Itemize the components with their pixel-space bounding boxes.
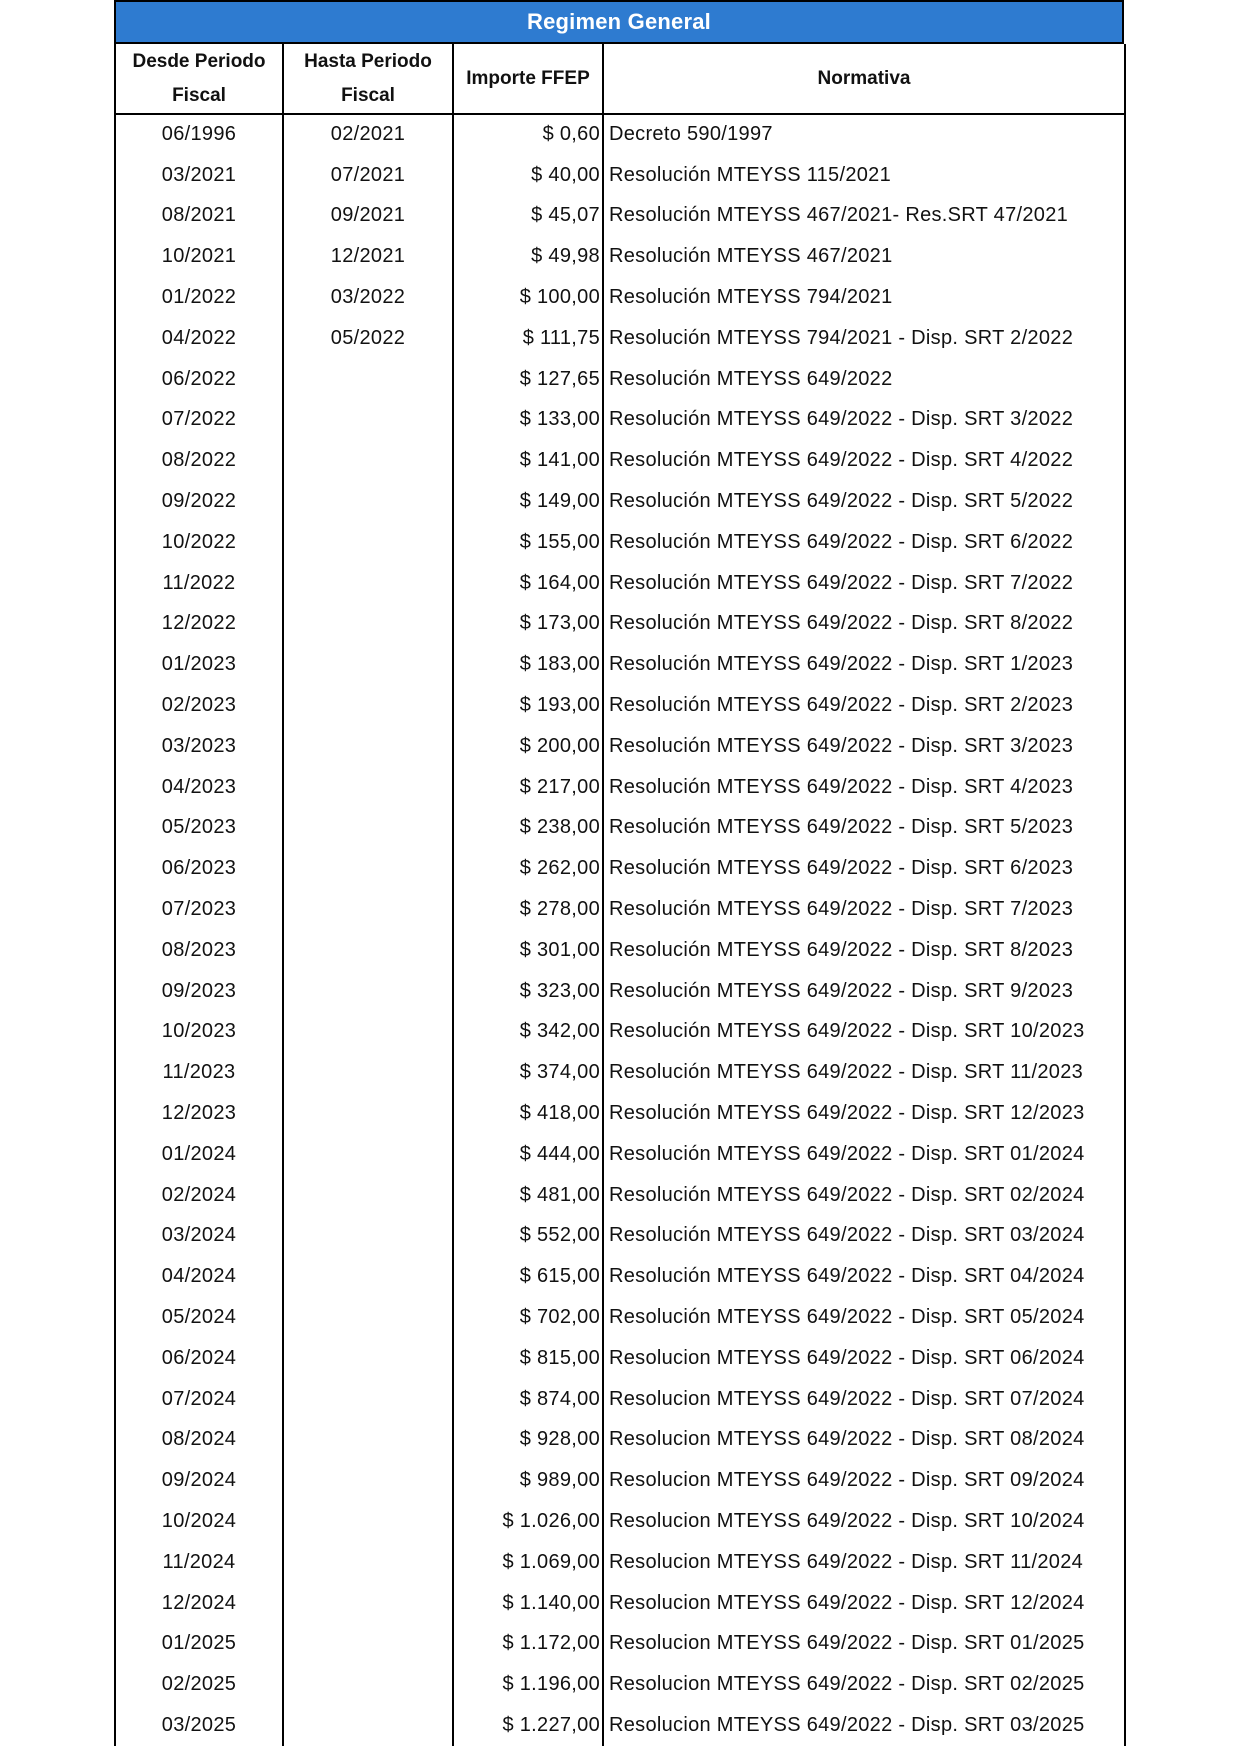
cell-to: 05/2022 bbox=[283, 318, 453, 359]
cell-normativa: Resolución MTEYSS 649/2022 - Disp. SRT 5/2022 bbox=[603, 481, 1125, 522]
cell-amount: $ 155,00 bbox=[453, 522, 603, 563]
cell-from: 03/2024 bbox=[115, 1216, 283, 1257]
cell-to bbox=[283, 359, 453, 400]
cell-from: 05/2024 bbox=[115, 1297, 283, 1338]
cell-to bbox=[283, 522, 453, 563]
cell-to bbox=[283, 1338, 453, 1379]
table-row bbox=[115, 1297, 1125, 1338]
cell-from: 06/2022 bbox=[115, 359, 283, 400]
cell-normativa: Resolución MTEYSS 649/2022 - Disp. SRT 03/2024 bbox=[603, 1216, 1125, 1257]
table-row bbox=[115, 1420, 1125, 1461]
cell-normativa: Resolución MTEYSS 649/2022 - Disp. SRT 8/2022 bbox=[603, 604, 1125, 645]
cell-amount: $ 278,00 bbox=[453, 889, 603, 930]
cell-normativa: Resolución MTEYSS 649/2022 - Disp. SRT 10/2023 bbox=[603, 1012, 1125, 1053]
cell-to bbox=[283, 1012, 453, 1053]
table-row bbox=[115, 767, 1125, 808]
table-row bbox=[115, 277, 1125, 318]
cell-amount: $ 481,00 bbox=[453, 1175, 603, 1216]
cell-amount: $ 127,65 bbox=[453, 359, 603, 400]
cell-normativa: Decreto 590/1997 bbox=[603, 114, 1125, 155]
table-row bbox=[115, 1093, 1125, 1134]
cell-normativa: Resolución MTEYSS 794/2021 bbox=[603, 277, 1125, 318]
cell-normativa: Resolución MTEYSS 467/2021 bbox=[603, 236, 1125, 277]
cell-amount: $ 552,00 bbox=[453, 1216, 603, 1257]
cell-amount: $ 100,00 bbox=[453, 277, 603, 318]
cell-from: 01/2024 bbox=[115, 1134, 283, 1175]
cell-from: 07/2022 bbox=[115, 400, 283, 441]
table-row bbox=[115, 155, 1125, 196]
cell-normativa: Resolución MTEYSS 649/2022 - Disp. SRT 04/2024 bbox=[603, 1256, 1125, 1297]
cell-amount: $ 262,00 bbox=[453, 848, 603, 889]
cell-amount: $ 0,60 bbox=[453, 114, 603, 155]
cell-amount: $ 45,07 bbox=[453, 196, 603, 237]
cell-amount: $ 374,00 bbox=[453, 1052, 603, 1093]
table-row bbox=[115, 1460, 1125, 1501]
cell-from: 09/2022 bbox=[115, 481, 283, 522]
table-body bbox=[115, 114, 1125, 1746]
cell-from: 01/2023 bbox=[115, 644, 283, 685]
cell-normativa: Resolucion MTEYSS 649/2022 - Disp. SRT 08/2024 bbox=[603, 1420, 1125, 1461]
cell-amount: $ 238,00 bbox=[453, 808, 603, 849]
cell-normativa: Resolución MTEYSS 467/2021- Res.SRT 47/2021 bbox=[603, 196, 1125, 237]
cell-amount: $ 444,00 bbox=[453, 1134, 603, 1175]
cell-from: 04/2022 bbox=[115, 318, 283, 359]
table-row bbox=[115, 400, 1125, 441]
table-row bbox=[115, 1379, 1125, 1420]
cell-amount: $ 111,75 bbox=[453, 318, 603, 359]
cell-from: 11/2023 bbox=[115, 1052, 283, 1093]
table-row bbox=[115, 196, 1125, 237]
cell-normativa: Resolución MTEYSS 649/2022 - Disp. SRT 6/2023 bbox=[603, 848, 1125, 889]
cell-normativa: Resolución MTEYSS 649/2022 - Disp. SRT 02/2024 bbox=[603, 1175, 1125, 1216]
cell-normativa: Resolucion MTEYSS 649/2022 - Disp. SRT 07/2024 bbox=[603, 1379, 1125, 1420]
cell-from: 08/2024 bbox=[115, 1420, 283, 1461]
cell-amount: $ 1.026,00 bbox=[453, 1501, 603, 1542]
cell-to bbox=[283, 1379, 453, 1420]
cell-to bbox=[283, 604, 453, 645]
cell-to bbox=[283, 726, 453, 767]
cell-normativa: Resolución MTEYSS 649/2022 - Disp. SRT 01/2024 bbox=[603, 1134, 1125, 1175]
cell-normativa: Resolución MTEYSS 649/2022 - Disp. SRT 8/2023 bbox=[603, 930, 1125, 971]
table-title: Regimen General bbox=[114, 0, 1124, 44]
header-to-line-1: Hasta Periodo bbox=[304, 50, 432, 72]
cell-from: 02/2025 bbox=[115, 1664, 283, 1705]
table-row bbox=[115, 848, 1125, 889]
cell-from: 02/2024 bbox=[115, 1175, 283, 1216]
ffep-table-sheet bbox=[114, 0, 1124, 1746]
cell-to: 02/2021 bbox=[283, 114, 453, 155]
cell-amount: $ 149,00 bbox=[453, 481, 603, 522]
cell-to bbox=[283, 400, 453, 441]
cell-to bbox=[283, 644, 453, 685]
cell-from: 02/2023 bbox=[115, 685, 283, 726]
cell-to bbox=[283, 808, 453, 849]
table-row bbox=[115, 318, 1125, 359]
table-row bbox=[115, 522, 1125, 563]
table-row bbox=[115, 481, 1125, 522]
cell-from: 10/2023 bbox=[115, 1012, 283, 1053]
cell-normativa: Resolución MTEYSS 649/2022 - Disp. SRT 2/2023 bbox=[603, 685, 1125, 726]
cell-amount: $ 301,00 bbox=[453, 930, 603, 971]
cell-amount: $ 1.140,00 bbox=[453, 1583, 603, 1624]
cell-to bbox=[283, 1583, 453, 1624]
table-row bbox=[115, 1623, 1125, 1664]
cell-to bbox=[283, 848, 453, 889]
header-amount: Importe FFEP bbox=[453, 44, 603, 114]
cell-amount: $ 342,00 bbox=[453, 1012, 603, 1053]
cell-to bbox=[283, 889, 453, 930]
cell-to bbox=[283, 563, 453, 604]
table-row bbox=[115, 644, 1125, 685]
cell-from: 11/2024 bbox=[115, 1542, 283, 1583]
cell-amount: $ 323,00 bbox=[453, 971, 603, 1012]
cell-to bbox=[283, 971, 453, 1012]
cell-amount: $ 418,00 bbox=[453, 1093, 603, 1134]
cell-normativa: Resolucion MTEYSS 649/2022 - Disp. SRT 09/2024 bbox=[603, 1460, 1125, 1501]
header-norm: Normativa bbox=[603, 44, 1125, 114]
cell-amount: $ 1.227,00 bbox=[453, 1705, 603, 1746]
cell-from: 05/2023 bbox=[115, 808, 283, 849]
table-row bbox=[115, 889, 1125, 930]
table-row bbox=[115, 930, 1125, 971]
table-row bbox=[115, 971, 1125, 1012]
cell-to bbox=[283, 767, 453, 808]
table-row bbox=[115, 440, 1125, 481]
cell-amount: $ 49,98 bbox=[453, 236, 603, 277]
cell-amount: $ 874,00 bbox=[453, 1379, 603, 1420]
cell-normativa: Resolucion MTEYSS 649/2022 - Disp. SRT 11/2024 bbox=[603, 1542, 1125, 1583]
table-row bbox=[115, 1501, 1125, 1542]
cell-amount: $ 702,00 bbox=[453, 1297, 603, 1338]
cell-from: 04/2023 bbox=[115, 767, 283, 808]
ffep-table bbox=[114, 44, 1126, 1746]
cell-normativa: Resolucion MTEYSS 649/2022 - Disp. SRT 10/2024 bbox=[603, 1501, 1125, 1542]
cell-from: 12/2024 bbox=[115, 1583, 283, 1624]
header-to-line-2: Fiscal bbox=[341, 84, 395, 106]
table-row bbox=[115, 1583, 1125, 1624]
cell-to bbox=[283, 1501, 453, 1542]
cell-normativa: Resolución MTEYSS 115/2021 bbox=[603, 155, 1125, 196]
cell-from: 12/2023 bbox=[115, 1093, 283, 1134]
cell-to bbox=[283, 1420, 453, 1461]
cell-from: 11/2022 bbox=[115, 563, 283, 604]
cell-to bbox=[283, 1216, 453, 1257]
cell-amount: $ 141,00 bbox=[453, 440, 603, 481]
cell-amount: $ 1.172,00 bbox=[453, 1623, 603, 1664]
table-row bbox=[115, 1338, 1125, 1379]
cell-from: 03/2021 bbox=[115, 155, 283, 196]
cell-amount: $ 193,00 bbox=[453, 685, 603, 726]
cell-normativa: Resolución MTEYSS 649/2022 - Disp. SRT 4/2023 bbox=[603, 767, 1125, 808]
cell-from: 01/2025 bbox=[115, 1623, 283, 1664]
cell-to bbox=[283, 1705, 453, 1746]
table-row bbox=[115, 1256, 1125, 1297]
cell-normativa: Resolución MTEYSS 649/2022 - Disp. SRT 5/2023 bbox=[603, 808, 1125, 849]
cell-from: 03/2025 bbox=[115, 1705, 283, 1746]
cell-normativa: Resolución MTEYSS 649/2022 - Disp. SRT 12/2023 bbox=[603, 1093, 1125, 1134]
cell-amount: $ 173,00 bbox=[453, 604, 603, 645]
cell-from: 08/2021 bbox=[115, 196, 283, 237]
header-from bbox=[115, 44, 283, 114]
cell-normativa: Resolución MTEYSS 794/2021 - Disp. SRT 2/2022 bbox=[603, 318, 1125, 359]
cell-amount: $ 989,00 bbox=[453, 1460, 603, 1501]
cell-from: 12/2022 bbox=[115, 604, 283, 645]
cell-from: 08/2022 bbox=[115, 440, 283, 481]
cell-normativa: Resolucion MTEYSS 649/2022 - Disp. SRT 03/2025 bbox=[603, 1705, 1125, 1746]
cell-to bbox=[283, 1542, 453, 1583]
cell-amount: $ 40,00 bbox=[453, 155, 603, 196]
cell-from: 10/2022 bbox=[115, 522, 283, 563]
cell-to bbox=[283, 930, 453, 971]
cell-normativa: Resolución MTEYSS 649/2022 - Disp. SRT 7/2023 bbox=[603, 889, 1125, 930]
header-from-line-2: Fiscal bbox=[172, 84, 226, 106]
cell-normativa: Resolución MTEYSS 649/2022 - Disp. SRT 9/2023 bbox=[603, 971, 1125, 1012]
header-row bbox=[115, 44, 1125, 114]
cell-normativa: Resolucion MTEYSS 649/2022 - Disp. SRT 06/2024 bbox=[603, 1338, 1125, 1379]
table-row bbox=[115, 1542, 1125, 1583]
cell-from: 07/2023 bbox=[115, 889, 283, 930]
cell-to bbox=[283, 685, 453, 726]
cell-normativa: Resolución MTEYSS 649/2022 - Disp. SRT 6/2022 bbox=[603, 522, 1125, 563]
table-row bbox=[115, 1216, 1125, 1257]
cell-to: 12/2021 bbox=[283, 236, 453, 277]
cell-amount: $ 928,00 bbox=[453, 1420, 603, 1461]
cell-to bbox=[283, 1093, 453, 1134]
table-row bbox=[115, 236, 1125, 277]
table-row bbox=[115, 1012, 1125, 1053]
cell-normativa: Resolución MTEYSS 649/2022 - Disp. SRT 3/2023 bbox=[603, 726, 1125, 767]
cell-to bbox=[283, 1175, 453, 1216]
table-row bbox=[115, 1134, 1125, 1175]
cell-amount: $ 1.069,00 bbox=[453, 1542, 603, 1583]
cell-amount: $ 200,00 bbox=[453, 726, 603, 767]
cell-amount: $ 815,00 bbox=[453, 1338, 603, 1379]
cell-from: 10/2024 bbox=[115, 1501, 283, 1542]
cell-normativa: Resolución MTEYSS 649/2022 - Disp. SRT 1/2023 bbox=[603, 644, 1125, 685]
cell-normativa: Resolución MTEYSS 649/2022 - Disp. SRT 4/2022 bbox=[603, 440, 1125, 481]
cell-from: 07/2024 bbox=[115, 1379, 283, 1420]
table-row bbox=[115, 685, 1125, 726]
cell-from: 03/2023 bbox=[115, 726, 283, 767]
cell-to bbox=[283, 1460, 453, 1501]
cell-normativa: Resolución MTEYSS 649/2022 bbox=[603, 359, 1125, 400]
table-row bbox=[115, 359, 1125, 400]
header-from-line-1: Desde Periodo bbox=[132, 50, 266, 72]
cell-amount: $ 615,00 bbox=[453, 1256, 603, 1297]
table-row bbox=[115, 1664, 1125, 1705]
table-row bbox=[115, 563, 1125, 604]
cell-normativa: Resolucion MTEYSS 649/2022 - Disp. SRT 01/2025 bbox=[603, 1623, 1125, 1664]
cell-from: 06/1996 bbox=[115, 114, 283, 155]
cell-from: 10/2021 bbox=[115, 236, 283, 277]
cell-to: 03/2022 bbox=[283, 277, 453, 318]
cell-from: 06/2023 bbox=[115, 848, 283, 889]
cell-to bbox=[283, 1256, 453, 1297]
cell-to bbox=[283, 1623, 453, 1664]
cell-to bbox=[283, 1297, 453, 1338]
cell-amount: $ 164,00 bbox=[453, 563, 603, 604]
cell-to bbox=[283, 1134, 453, 1175]
cell-amount: $ 1.196,00 bbox=[453, 1664, 603, 1705]
table-row bbox=[115, 1052, 1125, 1093]
cell-normativa: Resolución MTEYSS 649/2022 - Disp. SRT 11/2023 bbox=[603, 1052, 1125, 1093]
cell-normativa: Resolución MTEYSS 649/2022 - Disp. SRT 7/2022 bbox=[603, 563, 1125, 604]
header-to bbox=[283, 44, 453, 114]
cell-normativa: Resolución MTEYSS 649/2022 - Disp. SRT 3/2022 bbox=[603, 400, 1125, 441]
cell-to: 07/2021 bbox=[283, 155, 453, 196]
cell-from: 01/2022 bbox=[115, 277, 283, 318]
cell-amount: $ 217,00 bbox=[453, 767, 603, 808]
table-row bbox=[115, 808, 1125, 849]
cell-amount: $ 183,00 bbox=[453, 644, 603, 685]
table-row bbox=[115, 726, 1125, 767]
cell-normativa: Resolucion MTEYSS 649/2022 - Disp. SRT 12/2024 bbox=[603, 1583, 1125, 1624]
table-row bbox=[115, 114, 1125, 155]
cell-from: 09/2024 bbox=[115, 1460, 283, 1501]
cell-from: 08/2023 bbox=[115, 930, 283, 971]
cell-to bbox=[283, 481, 453, 522]
table-row bbox=[115, 1175, 1125, 1216]
cell-to bbox=[283, 440, 453, 481]
cell-from: 04/2024 bbox=[115, 1256, 283, 1297]
cell-to: 09/2021 bbox=[283, 196, 453, 237]
cell-to bbox=[283, 1664, 453, 1705]
table-row bbox=[115, 1705, 1125, 1746]
cell-normativa: Resolucion MTEYSS 649/2022 - Disp. SRT 02/2025 bbox=[603, 1664, 1125, 1705]
table-row bbox=[115, 604, 1125, 645]
cell-from: 06/2024 bbox=[115, 1338, 283, 1379]
cell-from: 09/2023 bbox=[115, 971, 283, 1012]
cell-to bbox=[283, 1052, 453, 1093]
cell-normativa: Resolución MTEYSS 649/2022 - Disp. SRT 05/2024 bbox=[603, 1297, 1125, 1338]
cell-amount: $ 133,00 bbox=[453, 400, 603, 441]
